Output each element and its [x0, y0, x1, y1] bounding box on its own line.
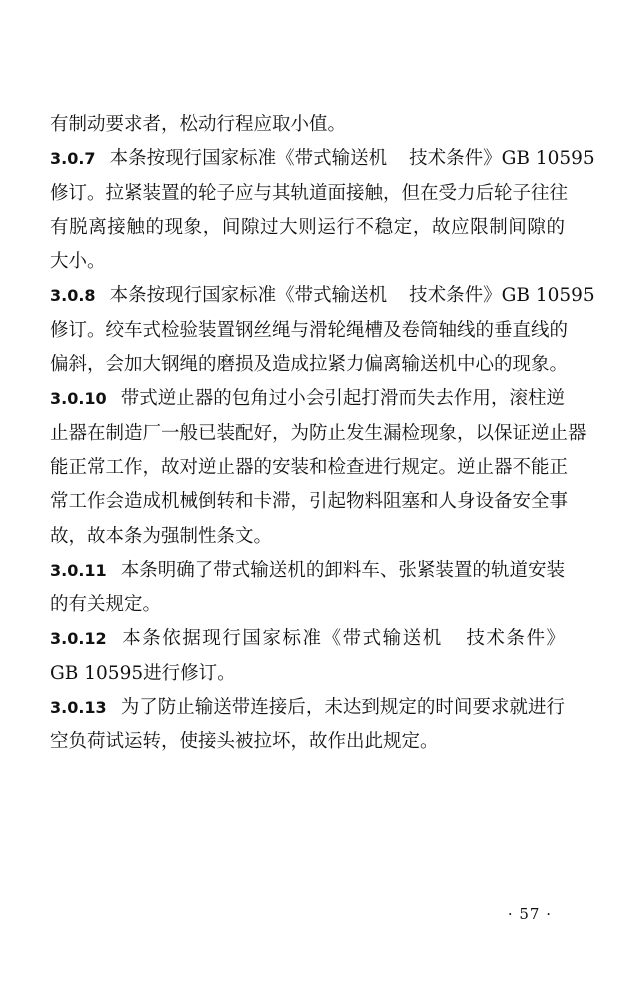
text-line [50, 177, 569, 211]
text-line [50, 485, 569, 519]
line-text: 止器在制造厂一般已装配好，为防止发生漏检现象，以保证逆止器 [50, 422, 587, 444]
line-text: 技术条件》 [464, 628, 565, 650]
text-line [50, 417, 587, 451]
text-line [50, 314, 569, 348]
text-line [50, 520, 565, 554]
clause-number: 3.0.10 [50, 389, 107, 409]
text-line [50, 279, 595, 313]
line-text: 技术条件》GB 10595 [409, 148, 595, 170]
line-text: 本条依据现行国家标准《带式输送机 [120, 628, 443, 650]
text-line [50, 245, 565, 279]
line-text: 本条按现行国家标准《带式输送机 [109, 285, 388, 307]
clause-number: 3.0.8 [50, 286, 96, 306]
body-text [50, 108, 595, 760]
line-text: 本条明确了带式输送机的卸料车、张紧装置的轨道安装 [120, 559, 565, 581]
clause-number: 3.0.12 [50, 629, 107, 649]
text-line [50, 382, 565, 416]
text-line [50, 451, 569, 485]
line-text: GB 10595进行修订。 [50, 662, 236, 684]
text-line [50, 348, 569, 382]
line-text: 空负荷试运转，使接头被拉坏，故作出此规定。 [50, 731, 439, 753]
text-line [50, 211, 565, 245]
line-text: 本条按现行国家标准《带式输送机 [109, 148, 388, 170]
line-text: 修订。拉紧装置的轮子应与其轨道面接触，但在受力后轮子往往 [50, 182, 569, 204]
line-text: 故，故本条为强制性条文。 [50, 525, 273, 547]
text-line [50, 554, 565, 588]
line-text: 的有关规定。 [50, 594, 162, 616]
clause-number: 3.0.7 [50, 149, 96, 169]
text-line [50, 108, 565, 142]
text-line [50, 657, 565, 691]
line-text: 偏斜，会加大钢绳的磨损及造成拉紧力偏离输送机中心的现象。 [50, 354, 569, 376]
line-text: 能正常工作，故对逆止器的安装和检查进行规定。逆止器不能正 [50, 456, 569, 478]
line-text: 修订。绞车式检验装置钢丝绳与滑轮绳槽及卷筒轴线的垂直线的 [50, 319, 569, 341]
line-text: 有脱离接触的现象，间隙过大则运行不稳定，故应限制间隙的 [50, 216, 565, 238]
clause-number: 3.0.11 [50, 560, 107, 580]
line-text: 大小。 [50, 251, 106, 273]
line-text: 为了防止输送带连接后，未达到规定的时间要求就进行 [120, 697, 565, 719]
clause-number: 3.0.13 [50, 698, 107, 718]
line-text: 带式逆止器的包角过小会引起打滑而失去作用，滚柱逆 [120, 388, 565, 410]
text-line [50, 691, 565, 725]
text-line [50, 622, 565, 656]
line-text: 常工作会造成机械倒转和卡滞，引起物料阻塞和人身设备安全事 [50, 491, 569, 513]
text-line [50, 588, 565, 622]
page-number: · 57 · [507, 905, 552, 923]
line-text: 有制动要求者，松动行程应取小值。 [50, 114, 347, 135]
text-line [50, 725, 565, 759]
line-text: 技术条件》GB 10595 [409, 285, 595, 307]
text-line [50, 142, 595, 176]
